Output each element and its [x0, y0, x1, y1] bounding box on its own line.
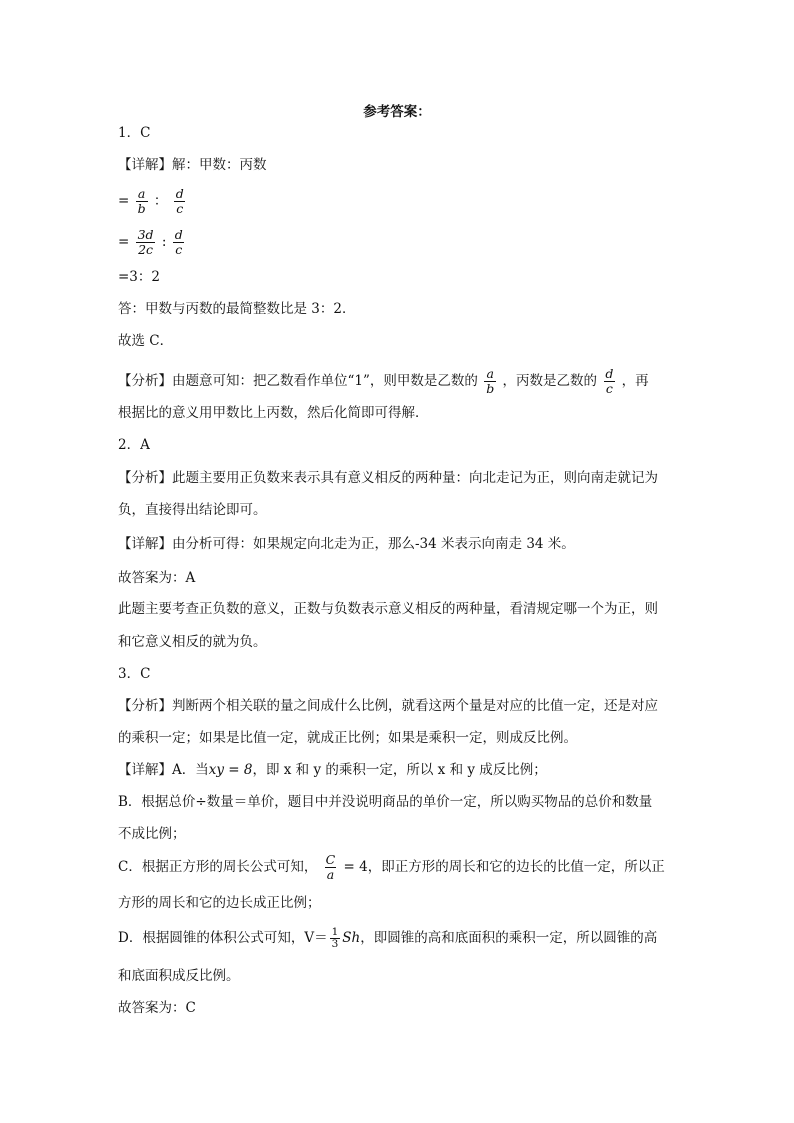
- q1-equation-2: [118, 228, 187, 257]
- q1-choose: 故选 C．: [118, 333, 174, 349]
- q1-analysis-line-1: 【分析】由题意可知：把乙数看作单位“1”，则甲数是乙数的 $\frac{a}{b}$ ，丙数是乙数的 $\frac{d}{c}$ ，再: [118, 366, 649, 396]
- page-title: 参考答案：: [363, 104, 431, 120]
- q3-analysis-line-1: 【分析】判断两个相关联的量之间成什么比例，就看这两个量是对应的比值一定，还是对应: [118, 698, 658, 714]
- q1-equation-3: =3：2: [118, 269, 160, 285]
- fraction-a-b: $\frac{a}{b}$: [486, 366, 495, 396]
- q3-option-a: 【详解】A．当xy = 8，即 x 和 y 的乘积一定，所以 x 和 y 成反比例；: [118, 762, 547, 778]
- q2-head: 2．A: [118, 437, 150, 453]
- formula-xy-8: xy = 8: [208, 762, 253, 778]
- q2-detail: 【详解】由分析可得：如果规定向北走为正，那么-34 米表示向南走 34 米。: [118, 536, 575, 552]
- fraction-1-3: $\frac{1}{3}$: [331, 926, 339, 950]
- q3-option-c-line-2: 方形的周长和它的边长成正比例；: [118, 895, 321, 911]
- q1-head: 1．C: [118, 125, 151, 141]
- q3-option-c-line-1: C．根据正方形的周长公式可知， $\frac{C}{a}$ = 4，即正方形的周长和它的边长的比值一定，所以正: [118, 852, 665, 882]
- fraction-C-a: $\frac{C}{a}$: [325, 852, 336, 882]
- q3-option-b-line-1: B．根据总价÷数量＝单价，题目中并没说明商品的单价一定，所以购买物品的总价和数量: [118, 794, 653, 810]
- q1-answer: 答：甲数与丙数的最简整数比是 3：2．: [118, 301, 356, 317]
- q3-analysis-line-2: 的乘积一定；如果是比值一定，就成正比例；如果是乘积一定，则成反比例。: [118, 730, 577, 746]
- q1-detail: 【详解】解：甲数：丙数: [118, 157, 267, 173]
- q1-equation-1: [118, 187, 188, 216]
- eq-prefix: =: [118, 234, 130, 250]
- fraction-d-c: $\frac{d}{c}$: [174, 227, 183, 257]
- fraction-3d-2c: $\frac{3d}{2c}$: [137, 227, 154, 257]
- q3-answer: 故答案为：C: [118, 1000, 196, 1016]
- q2-analysis-line-1: 【分析】此题主要用正负数来表示具有意义相反的两种量：向北走记为正，则向南走就记为: [118, 470, 658, 486]
- q2-note-line-2: 和它意义相反的就为负。: [118, 634, 267, 650]
- q3-head: 3．C: [118, 666, 151, 682]
- q3-option-d-line-2: 和底面积成反比例。: [118, 968, 240, 984]
- fraction-d-c: $\frac{d}{c}$: [605, 366, 614, 396]
- fraction-a-b: $\frac{a}{b}$: [137, 186, 146, 216]
- q2-note-line-1: 此题主要考查正负数的意义，正数与负数表示意义相反的两种量，看清规定哪一个为正，则: [118, 601, 658, 617]
- q2-answer: 故答案为：A: [118, 570, 196, 586]
- eq-prefix: =: [118, 193, 130, 209]
- q2-analysis-line-2: 负，直接得出结论即可。: [118, 502, 267, 518]
- q3-option-d-line-1: D．根据圆锥的体积公式可知，V＝ $\frac{1}{3}$ Sh，即圆锥的高和底面积的乘积一定，所以圆锥的高: [118, 926, 658, 950]
- q1-analysis-line-2: 根据比的意义用甲数比上丙数，然后化简即可得解．: [118, 405, 429, 421]
- q3-option-b-line-2: 不成比例；: [118, 826, 186, 842]
- fraction-d-c: $\frac{d}{c}$: [175, 186, 184, 216]
- eq-colon: :: [161, 234, 167, 250]
- eq-colon: ：: [153, 193, 168, 209]
